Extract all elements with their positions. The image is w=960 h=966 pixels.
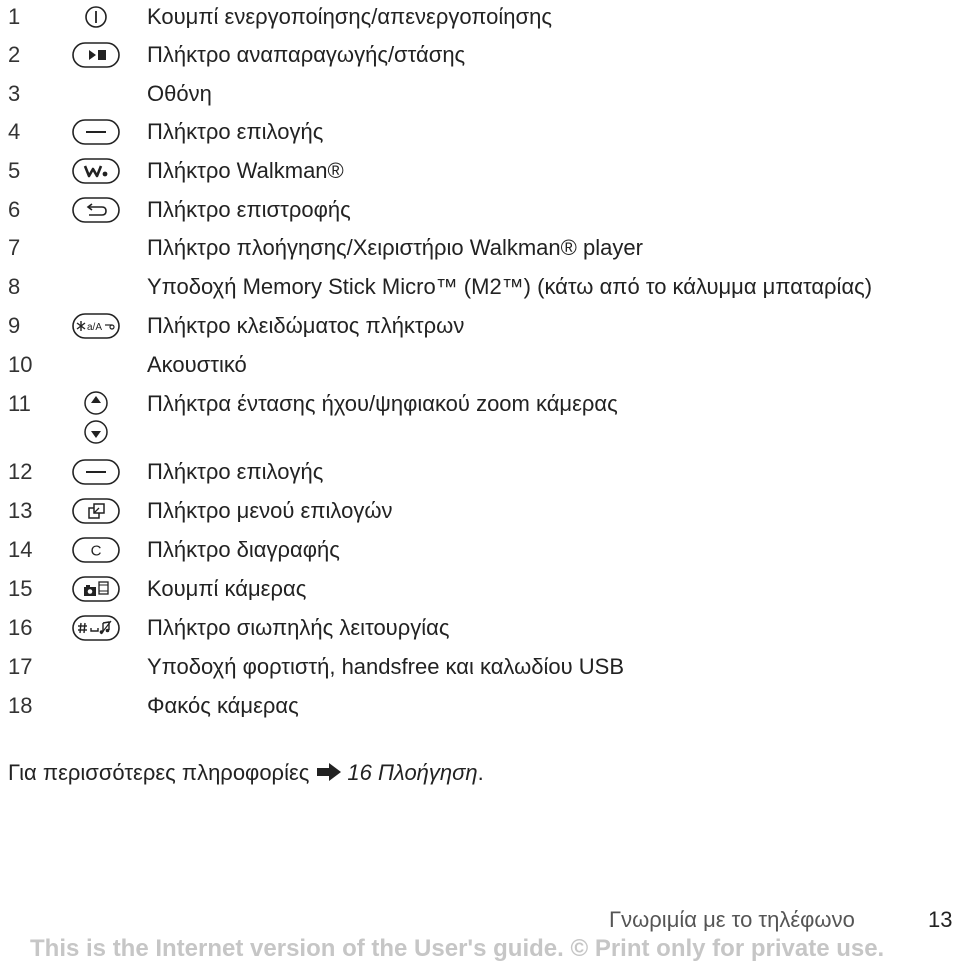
- list-item: [0, 494, 960, 528]
- item-description: Υποδοχή φορτιστή, handsfree και καλωδίου USB: [147, 654, 625, 679]
- item-description: Υποδοχή Memory Stick Micro™ (M2™) (κάτω από το κάλυμμα μπαταρίας): [147, 274, 873, 299]
- camera-key-icon: [72, 575, 120, 603]
- item-number: 5: [8, 158, 21, 183]
- item-description: Πλήκτρα έντασης ήχου/ψηφιακού zoom κάμερας: [147, 391, 618, 416]
- item-number: 6: [8, 197, 21, 222]
- star-lock-key-icon: [72, 312, 120, 340]
- item-number: 16: [8, 615, 33, 640]
- item-number: 4: [8, 119, 21, 144]
- list-item: [0, 77, 960, 111]
- power-icon: [72, 3, 120, 31]
- volume-up-icon: [82, 389, 110, 417]
- item-description: Πλήκτρο κλειδώματος πλήκτρων: [147, 313, 465, 338]
- svg-text:a/A: a/A: [87, 322, 103, 333]
- item-description: Κουμπί κάμερας: [147, 576, 307, 601]
- item-number: 1: [8, 4, 21, 29]
- list-item: [0, 650, 960, 684]
- watermark: This is the Internet version of the User's guide. © Print only for private use.: [30, 935, 885, 962]
- list-item: [0, 689, 960, 723]
- item-description: Κουμπί ενεργοποίησης/απενεργοποίησης: [147, 4, 552, 29]
- item-number: 11: [8, 391, 31, 416]
- see-more-link[interactable]: 16 Πλοήγηση: [347, 760, 478, 785]
- selection-key-icon: [72, 458, 120, 486]
- list-item: [0, 348, 960, 382]
- item-number: 17: [8, 654, 33, 679]
- list-item: [0, 270, 960, 304]
- item-description: Πλήκτρο πλοήγησης/Χειριστήριο Walkman® player: [147, 235, 643, 260]
- item-description: Πλήκτρο επιλογής: [147, 459, 324, 484]
- item-number: 7: [8, 235, 21, 260]
- options-menu-key-icon: [72, 497, 120, 525]
- list-item: [0, 154, 960, 188]
- item-number: 13: [8, 498, 33, 523]
- see-more-text: Για περισσότερες πληροφορίες: [8, 760, 310, 785]
- svg-text:C: C: [90, 542, 102, 560]
- list-item: [0, 611, 960, 645]
- item-description: Πλήκτρο επιστροφής: [147, 197, 351, 222]
- back-key-icon: [72, 196, 120, 224]
- page-number: 13: [928, 907, 953, 932]
- item-number: 12: [8, 459, 33, 484]
- item-description: Φακός κάμερας: [147, 693, 299, 718]
- item-description: Πλήκτρο διαγραφής: [147, 537, 340, 562]
- list-item: [0, 533, 960, 567]
- list-item: [0, 193, 960, 227]
- item-number: 15: [8, 576, 33, 601]
- play-pause-key-icon: [72, 41, 120, 69]
- list-item: [0, 38, 960, 72]
- list-item: [0, 115, 960, 149]
- item-description: Οθόνη: [147, 81, 212, 106]
- item-description: Πλήκτρο αναπαραγωγής/στάσης: [147, 42, 466, 67]
- item-number: 18: [8, 693, 33, 718]
- clear-key-icon: [72, 536, 120, 564]
- item-number: 3: [8, 81, 21, 106]
- volume-down-icon: [82, 418, 110, 446]
- walkman-key-icon: [72, 157, 120, 185]
- hash-silent-key-icon: [72, 614, 120, 642]
- item-number: 9: [8, 313, 21, 338]
- footer-section-title: Γνωριμία με το τηλέφωνο: [609, 907, 855, 932]
- list-item: [0, 0, 960, 34]
- item-number: 10: [8, 352, 33, 377]
- item-description: Πλήκτρο σιωπηλής λειτουργίας: [147, 615, 450, 640]
- item-description: Πλήκτρο Walkman®: [147, 158, 344, 183]
- list-item: [0, 572, 960, 606]
- list-item: [0, 309, 960, 343]
- item-description: Πλήκτρο μενού επιλογών: [147, 498, 393, 523]
- item-number: 14: [8, 537, 33, 562]
- item-number: 8: [8, 274, 21, 299]
- arrow-right-icon: [315, 758, 343, 778]
- item-description: Πλήκτρο επιλογής: [147, 119, 324, 144]
- item-description: Ακουστικό: [147, 352, 247, 377]
- list-item: [0, 387, 960, 421]
- item-number: 2: [8, 42, 21, 67]
- selection-key-icon: [72, 118, 120, 146]
- list-item: [0, 455, 960, 489]
- list-item: [0, 231, 960, 265]
- see-more-reference: Για περισσότερες πληροφορίες 16 Πλοήγηση.: [8, 760, 484, 785]
